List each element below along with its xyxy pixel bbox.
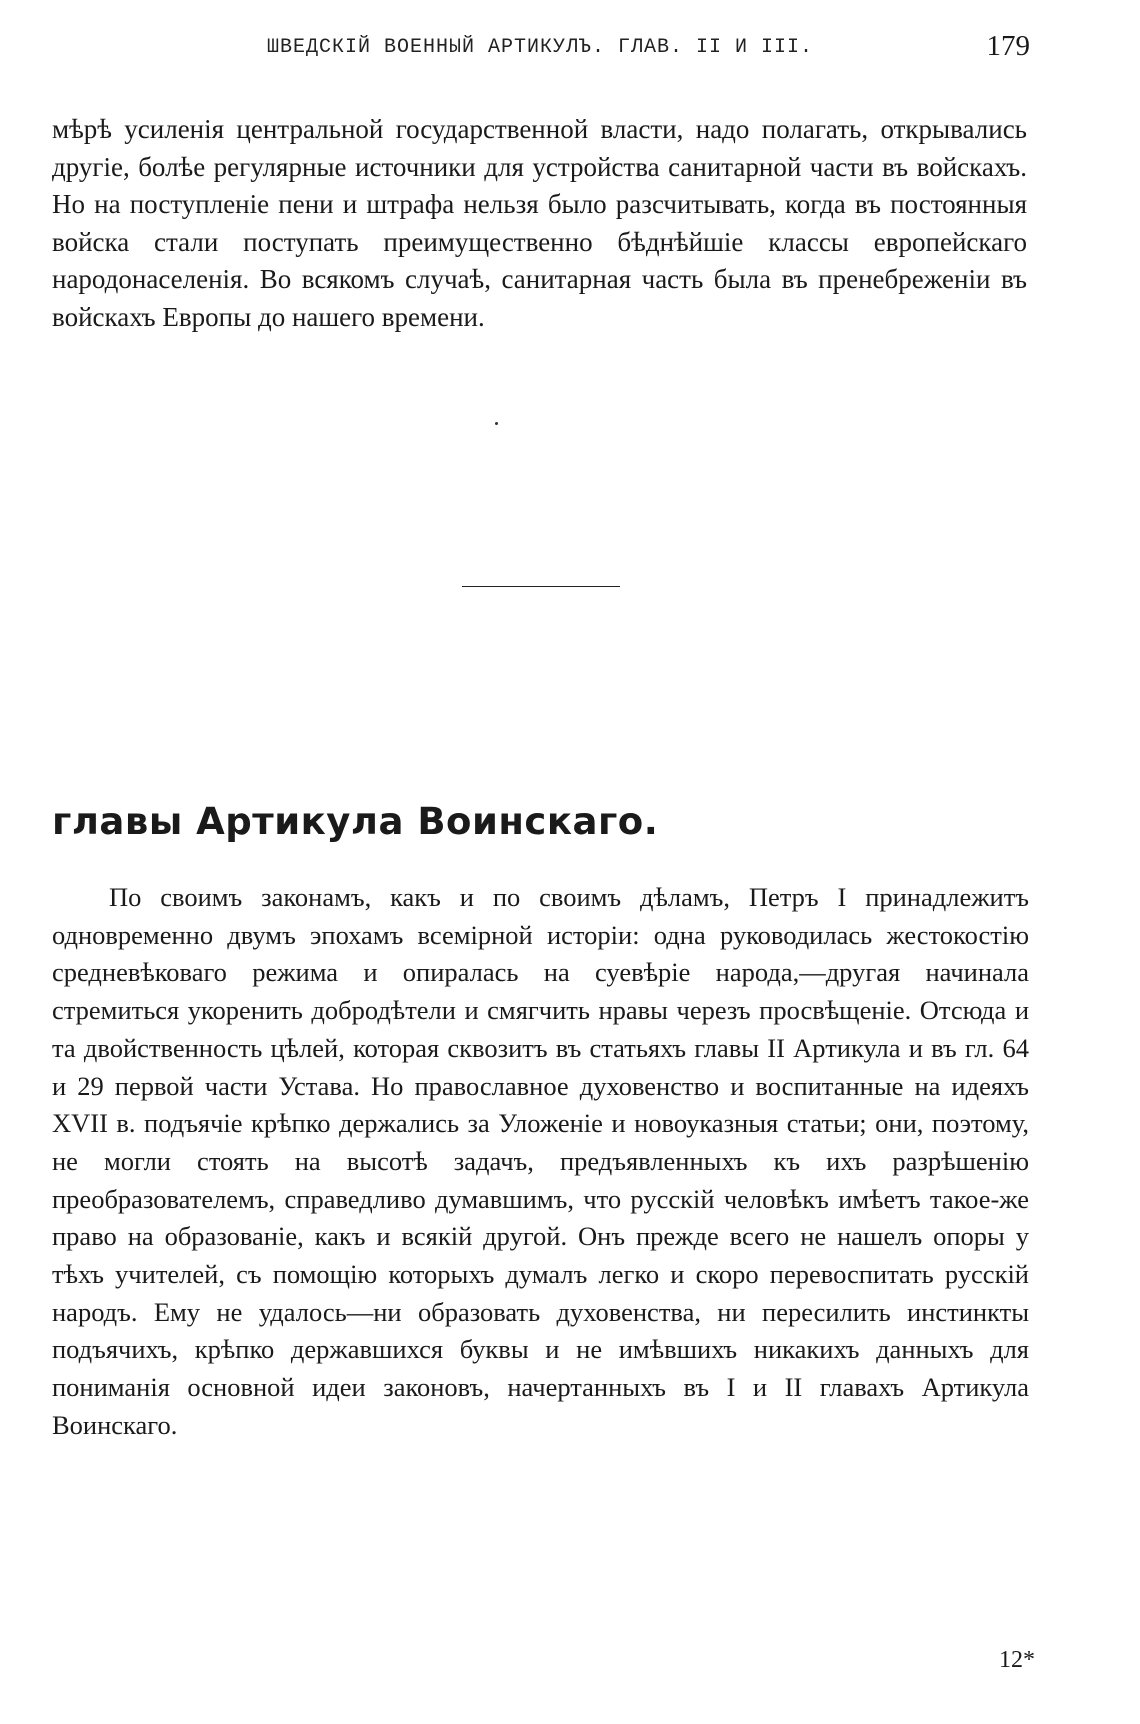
section-heading: главы Артикула Воинскаго. — [52, 800, 659, 843]
section-divider-rule — [462, 586, 620, 587]
running-head — [50, 30, 1030, 66]
print-speck — [495, 422, 498, 425]
page-number: 179 — [986, 30, 1030, 62]
section-body-paragraph: По своимъ законамъ, какъ и по своимъ дѣламъ, Петръ I принадлежитъ одновременно двумъ эпохамъ всемірной исторіи: одна руководилась жестокостію средневѣковаго режима и опиралась на суевѣріе народа,—другая начинала стремиться укоренить добродѣтели и смягчить нравы черезъ просвѣщеніе. Отсюда и та двойственность цѣлей, которая сквозитъ въ статьяхъ главы II Артикула и въ гл. 64 и 29 первой части Устава. Но православное духовенство и воспитанные на идеяхъ XVII в. подъячіе крѣпко держались за Уложеніе и новоуказныя статьи; они, поэтому, не могли стоять на высотѣ задачъ, предъявленныхъ къ ихъ разрѣшенію преобразователемъ, справедливо думавшимъ, что русскій человѣкъ имѣетъ такое-же право на образованіе, какъ и всякій другой. Онъ прежде всего не нашелъ опоры у тѣхъ учителей, съ помощію которыхъ думалъ легко и скоро перевоспитать русскій народъ. Ему не удалось—ни образовать духовенства, ни пересилить инстинкты подъячихъ, крѣпко державшихся буквы и не имѣвшихъ никакихъ данныхъ для пониманія основной идеи законовъ, начертанныхъ въ I и II главахъ Артикула Воинскаго. — [52, 882, 1029, 1440]
running-title: ШВЕДСКІЙ ВОЕННЫЙ АРТИКУЛЪ. ГЛАВ. II И III. — [266, 36, 814, 59]
printer-signature-mark: 12* — [999, 1647, 1035, 1673]
paragraph-continued: мѣрѣ усиленія центральной государственной власти, надо полагать, открывались другіе, болѣе регулярные источники для устройства санитарной части въ войскахъ. Но на поступленіе пени и штрафа нельзя было разсчитывать, когда въ постоянныя войска стали поступать преимущественно бѣднѣйшіе классы европейскаго народонаселенія. Во всякомъ случаѣ, санитарная часть была въ пренебреженіи въ войскахъ Европы до нашего времени. — [52, 114, 1027, 332]
